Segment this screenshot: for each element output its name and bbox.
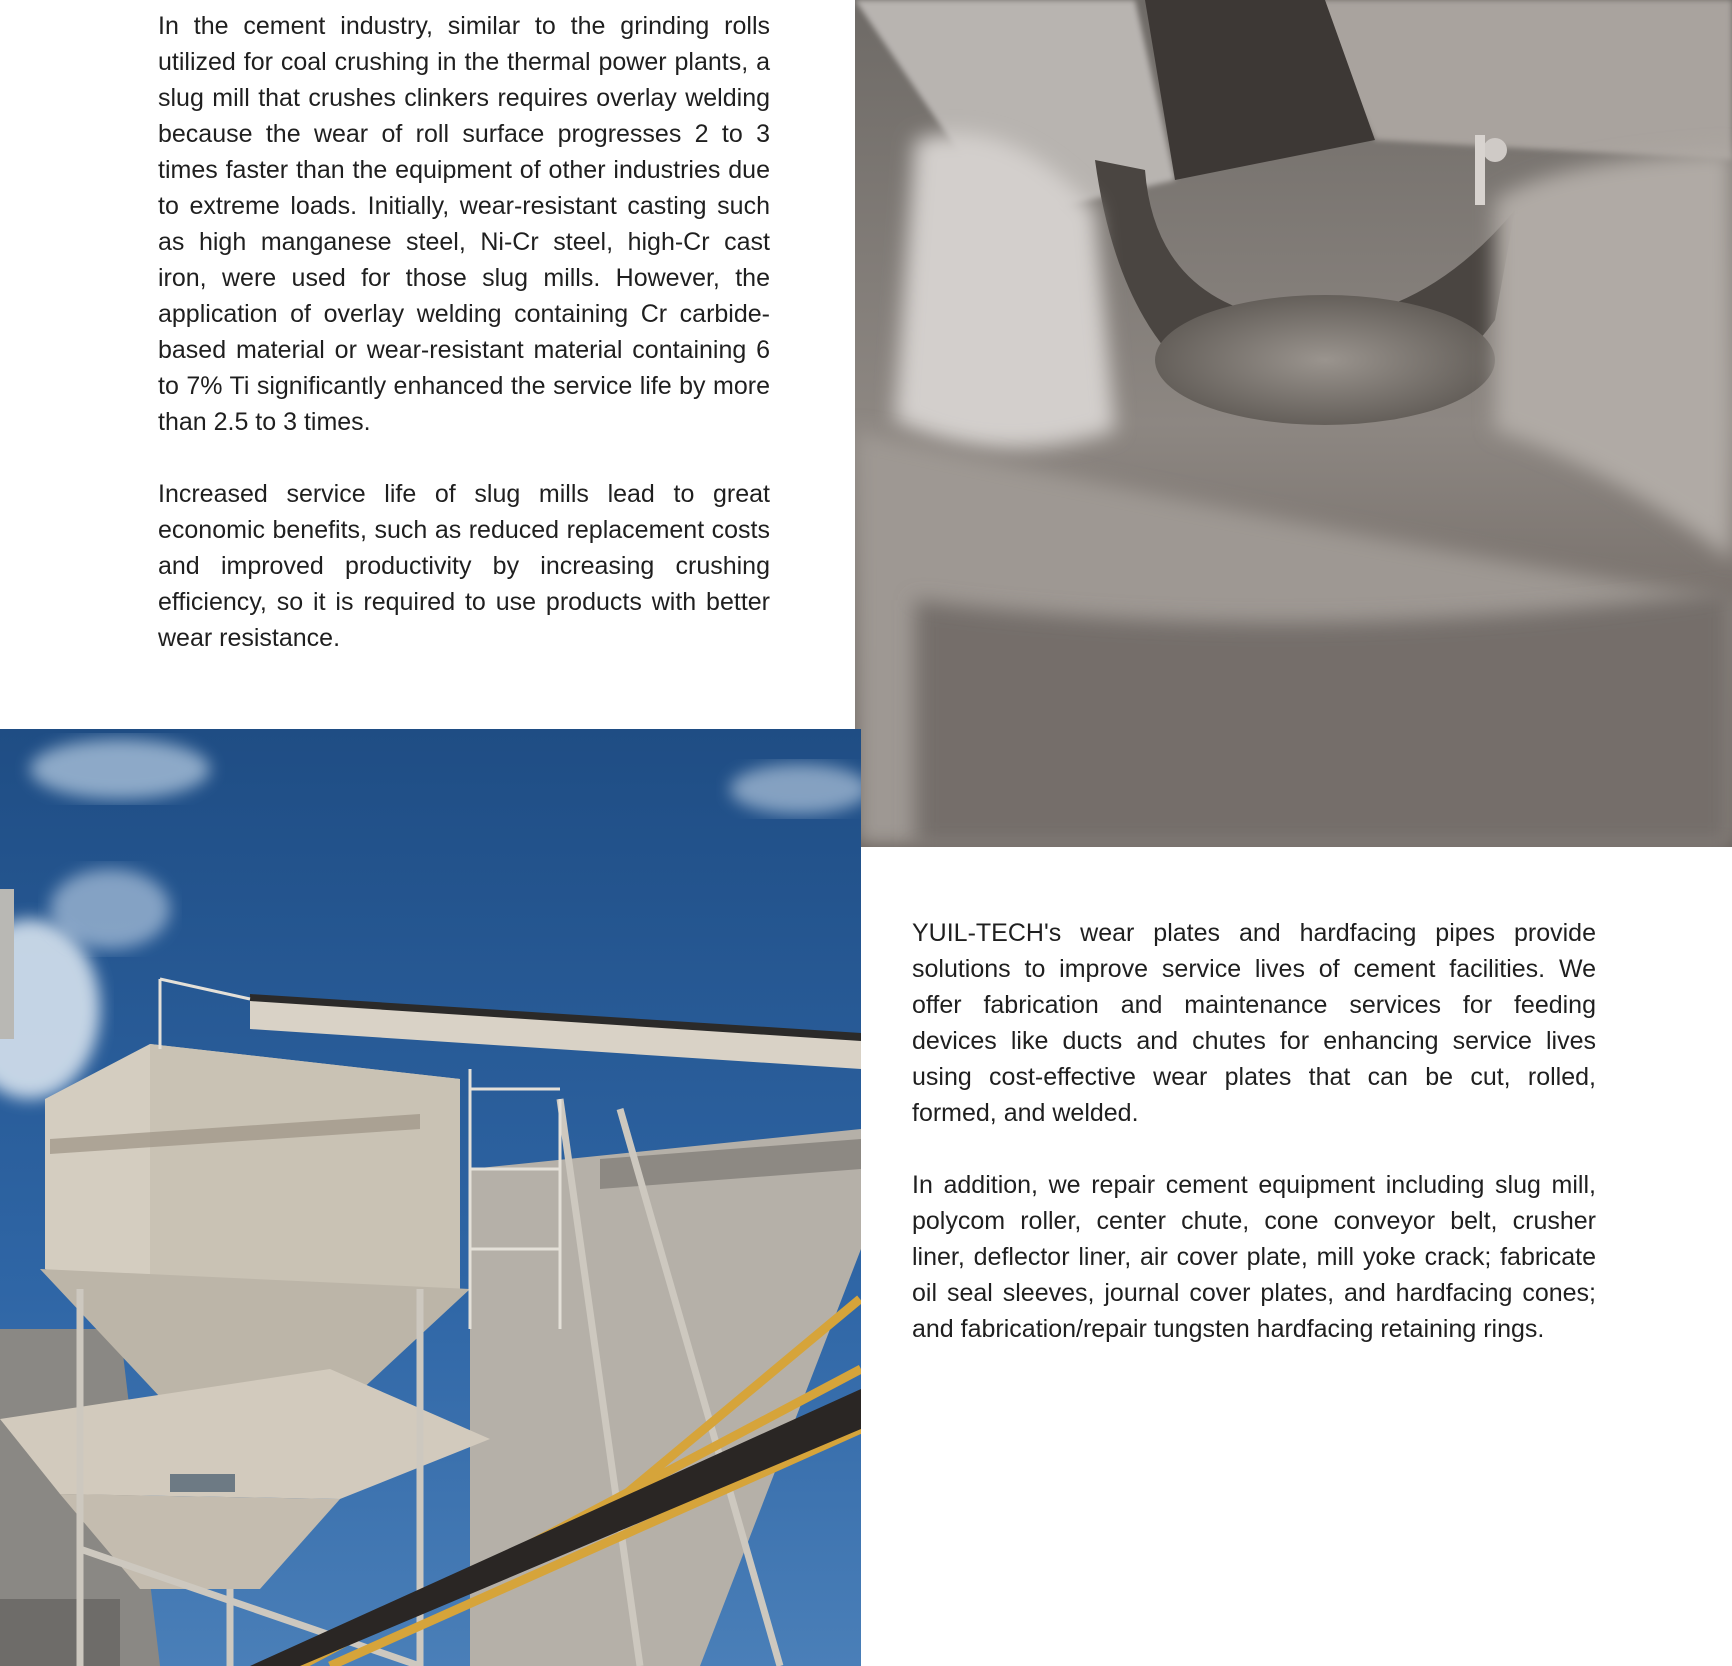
paragraph-repair-services: In addition, we repair cement equipment including slug mill, polycom roller, center chute, cone conveyor belt, crusher liner, deflector liner, air cover plate, mill yoke crack; fabricate oil seal sleeves, journal cover plates, and hardfacing cones; and fabrication/repair tungsten hardfacing retaining rings.: [912, 1171, 1596, 1343]
paragraph-slug-mill-overlay: In the cement industry, similar to the grinding rolls utilized for coal crushing in the thermal power plants, a slug mill that crushes clinkers requires overlay welding because the wear of roll surface progresses 2 to 3 times faster than the equipment of other industries due to extreme loads. Initially, wear-resistant casting such as high manganese steel, Ni-Cr steel, high-Cr cast iron, were used for those slug mills. However, the application of overlay welding containing Cr carbide-based material or wear-resistant material containing 6 to 7% Ti significantly enhanced the service life by more than 2.5 to 3 times.: [158, 12, 770, 436]
paragraph-wear-plates-solutions: YUIL-TECH's wear plates and hardfacing pipes provide solutions to improve service lives of cement facilities. We offer fabrication and maintenance services for feeding devices like ducts and chutes for enhancing service lives using cost-effective wear plates that can be cut, rolled, formed, and welded.: [912, 919, 1596, 1127]
cement-chute-photo: [855, 0, 1732, 847]
paragraph-service-life-benefits: Increased service life of slug mills lead to great economic benefits, such as reduced replacement costs and improved productivity by increasing crushing efficiency, so it is required to use products with better wear resistance.: [158, 480, 770, 652]
cement-plant-photo: [0, 729, 861, 1666]
intro-text-block: [158, 8, 770, 692]
services-text-block: [912, 915, 1596, 1383]
